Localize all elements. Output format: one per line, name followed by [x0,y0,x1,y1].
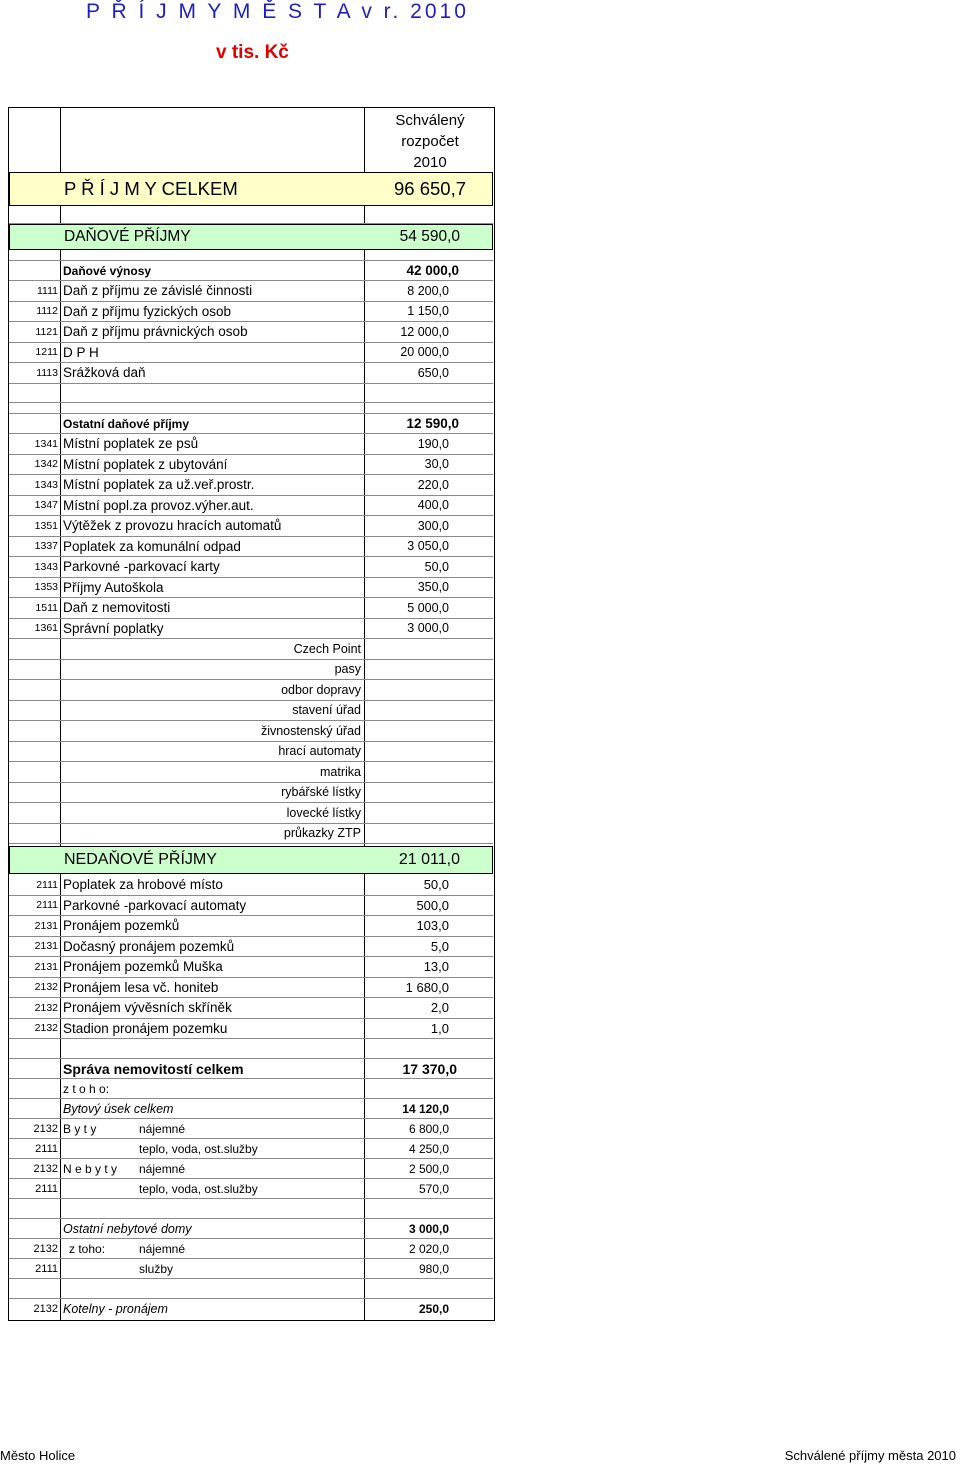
table-row [9,302,493,323]
row-code: 1353 [34,581,58,594]
row-code: 1112 [36,305,58,318]
housing-value: 14 120,0 [402,1101,449,1116]
boiler-row [9,1299,493,1319]
table-row [9,322,493,343]
row-label: Pronájem lesa vč. honiteb [63,979,219,995]
table-row [9,1019,493,1040]
row-label: Místní poplatek ze psů [63,436,199,452]
row-code: 2131 [34,940,58,953]
row-code: 1211 [35,346,58,359]
row-value: 190,0 [417,436,449,451]
boiler-label: Kotelny - pronájem [63,1302,168,1316]
table-row [9,1259,493,1279]
row-code: 1342 [34,458,58,471]
property-label: Správa nemovitostí celkem [63,1060,244,1077]
row-label: teplo, voda, ost.služby [139,1181,258,1196]
tax-row [9,224,493,250]
tax-revenue-value: 42 000,0 [406,263,459,278]
admin-fee-item: rybářské lístky [281,785,361,800]
row-label: Pronájem vývěsních skříněk [63,1000,232,1016]
footer-left: Město Holice [0,1448,76,1463]
row-label: služby [139,1261,174,1276]
row-code: 1113 [36,366,58,379]
row-code: 2132 [33,1242,58,1255]
table-row [9,937,493,958]
col-header-1: Schválený [395,112,465,129]
table-row [9,434,493,455]
row-code: 1337 [34,540,58,553]
tax-revenue-row [9,261,493,281]
admin-fee-item: Czech Point [293,641,361,656]
admin-fee-item: lovecké lístky [286,805,361,820]
other-tax-row [9,414,493,434]
row-code: 1511 [35,601,58,614]
row-value: 50,0 [423,877,449,893]
row-code: 2131 [34,919,58,932]
row-code: 1111 [36,284,58,297]
row-code: 1347 [34,499,58,512]
table-row [9,557,493,578]
list-item [9,762,493,783]
row-code: 2111 [36,878,58,891]
row-label: Místní popl.za provoz.výher.aut. [63,497,254,513]
row-value: 8 200,0 [407,283,449,298]
row-code: 1121 [35,325,58,338]
row-value: 4 250,0 [408,1141,449,1156]
table-row [9,978,493,999]
row-code: 2111 [35,1182,58,1195]
list-item [9,783,493,804]
admin-fee-item: stavení úřad [292,703,361,718]
budget-table [8,107,495,1321]
row-value: 12 000,0 [400,324,449,339]
row-label: Místní poplatek z ubytování [63,456,228,472]
row-label: Poplatek za komunální odpad [63,538,241,554]
boiler-value: 250,0 [418,1302,449,1316]
table-row [9,875,493,896]
row-code: 2131 [34,960,58,973]
spacer-row [9,1279,493,1299]
row-code: 1343 [34,478,58,491]
list-item [9,680,493,701]
row-value: 650,0 [417,365,449,380]
table-row [9,998,493,1019]
row-label: Pronájem pozemků [63,918,180,934]
row-value: 20 000,0 [400,345,449,360]
property-row [9,1059,493,1079]
row-label: nájemné [139,1161,186,1176]
spacer-row [9,206,493,224]
row-label: Pronájem pozemků Muška [63,959,223,975]
row-label: Stadion pronájem pozemku [63,1020,228,1036]
row-code: 2111 [35,1262,58,1275]
row-label: Místní poplatek za už.veř.prostr. [63,477,255,493]
row-name: B y t y [63,1121,97,1136]
row-code: 2111 [35,1142,58,1155]
table-row [9,957,493,978]
table-row [9,496,493,517]
row-code: 2132 [33,1303,58,1315]
row-label: Příjmy Autoškola [63,579,164,595]
nonres-value: 3 000,0 [408,1221,449,1236]
row-label: nájemné [139,1241,186,1256]
row-value: 570,0 [418,1181,449,1196]
list-item [9,701,493,722]
list-item [9,824,493,845]
row-label: Daň z příjmu ze závislé činnosti [63,283,253,299]
row-value: 350,0 [417,580,449,595]
row-value: 3 050,0 [407,539,449,554]
row-label: Výtěžek z provozu hracích automatů [63,518,282,534]
property-note-row [9,1079,493,1099]
list-item [9,721,493,742]
total-value: 96 650,7 [393,178,466,199]
row-label: Parkovné -parkovací automaty [63,897,247,913]
other-tax-value: 12 590,0 [406,416,459,431]
table-row [9,455,493,476]
row-label: Daň z příjmu fyzických osob [63,303,232,319]
col-header-2: rozpočet [401,133,459,150]
table-row [9,281,493,302]
table-row [9,1139,493,1159]
row-value: 400,0 [417,498,449,513]
page-title: P Ř Í J M Y M Ě S T A v r. 2010 [86,0,469,23]
row-value: 2,0 [430,1000,449,1016]
row-code: 2132 [34,1022,58,1035]
row-value: 30,0 [424,457,449,472]
nontax-value: 21 011,0 [398,851,460,868]
admin-fee-item: matrika [320,764,361,779]
row-code: 1351 [34,519,58,532]
col-header-3: 2010 [413,154,447,171]
table-row [9,1119,493,1139]
spacer-row [9,381,493,403]
admin-fee-item: průkazky ZTP [283,826,361,841]
tax-value: 54 590,0 [399,228,460,245]
table-row [9,619,493,640]
list-item [9,803,493,824]
row-value: 2 020,0 [408,1241,449,1256]
nontax-label: NEDAŇOVÉ PŘÍJMY [64,851,217,868]
row-code: 2132 [34,1001,58,1014]
row-name: N e b y t y [63,1161,118,1176]
row-value: 1 150,0 [407,304,449,319]
list-item [9,742,493,763]
property-value: 17 370,0 [402,1060,457,1077]
total-label: P Ř Í J M Y CELKEM [64,178,238,199]
spacer-row [9,250,493,261]
nonres-row [9,1219,493,1239]
row-label: nájemné [139,1121,186,1136]
row-code: 1343 [34,560,58,573]
table-row [9,537,493,558]
housing-label: Bytový úsek celkem [63,1101,174,1116]
total-row [9,172,493,206]
row-name: z toho: [69,1241,106,1256]
row-value: 1 680,0 [405,979,449,995]
row-value: 220,0 [417,477,449,492]
table-row [9,598,493,619]
tax-revenue-label: Daňové výnosy [63,263,152,278]
row-code: 2111 [36,899,58,912]
tax-label: DAŇOVÉ PŘÍJMY [64,228,191,245]
admin-fee-item: odbor dopravy [281,682,361,697]
nontax-row [9,846,493,874]
row-value: 1,0 [430,1020,449,1036]
row-value: 980,0 [418,1261,449,1276]
admin-fee-item: hrací automaty [278,744,361,759]
row-label: Daň z nemovitosti [63,600,171,616]
row-label: Poplatek za hrobové místo [63,877,223,893]
housing-row [9,1099,493,1119]
row-value: 6 800,0 [408,1121,449,1136]
row-label: Parkovné -parkovací karty [63,559,220,575]
spacer-row [9,1199,493,1219]
table-row [9,578,493,599]
list-item [9,660,493,681]
row-value: 13,0 [423,959,449,975]
footer-right: Schválené příjmy města 2010 [784,1448,956,1463]
row-value: 103,0 [416,918,449,934]
row-value: 5 000,0 [407,600,449,615]
list-item [9,639,493,660]
table-row [9,1159,493,1179]
row-label: Daň z příjmu právnických osob [63,324,248,340]
other-tax-label: Ostatní daňové příjmy [63,416,190,431]
row-code: 2132 [33,1122,58,1135]
row-code: 2132 [34,981,58,994]
row-value: 5,0 [430,938,449,954]
row-value: 50,0 [424,559,449,574]
table-row [9,516,493,537]
row-value: 500,0 [416,897,449,913]
spacer-row [9,1039,493,1059]
row-value: 300,0 [417,518,449,533]
table-row [9,343,493,364]
row-label: teplo, voda, ost.služby [139,1141,258,1156]
table-row [9,896,493,917]
property-note: z t o h o: [63,1081,110,1096]
row-value: 2 500,0 [408,1161,449,1176]
table-row [9,916,493,937]
row-code: 1361 [34,622,58,635]
row-value: 3 000,0 [407,621,449,636]
table-row [9,475,493,496]
unit-label: v tis. Kč [216,42,289,63]
table-row [9,1239,493,1259]
row-label: Dočasný pronájem pozemků [63,938,235,954]
row-label: D P H [63,344,99,360]
spacer-row [9,403,493,414]
admin-fee-item: pasy [334,662,361,677]
nonres-label: Ostatní nebytové domy [63,1221,192,1236]
row-code: 1341 [34,437,58,450]
table-row [9,1179,493,1199]
row-label: Srážková daň [63,365,146,381]
row-code: 2132 [33,1162,58,1175]
admin-fee-item: živnostenský úřad [260,723,361,738]
row-label: Správní poplatky [63,620,164,636]
